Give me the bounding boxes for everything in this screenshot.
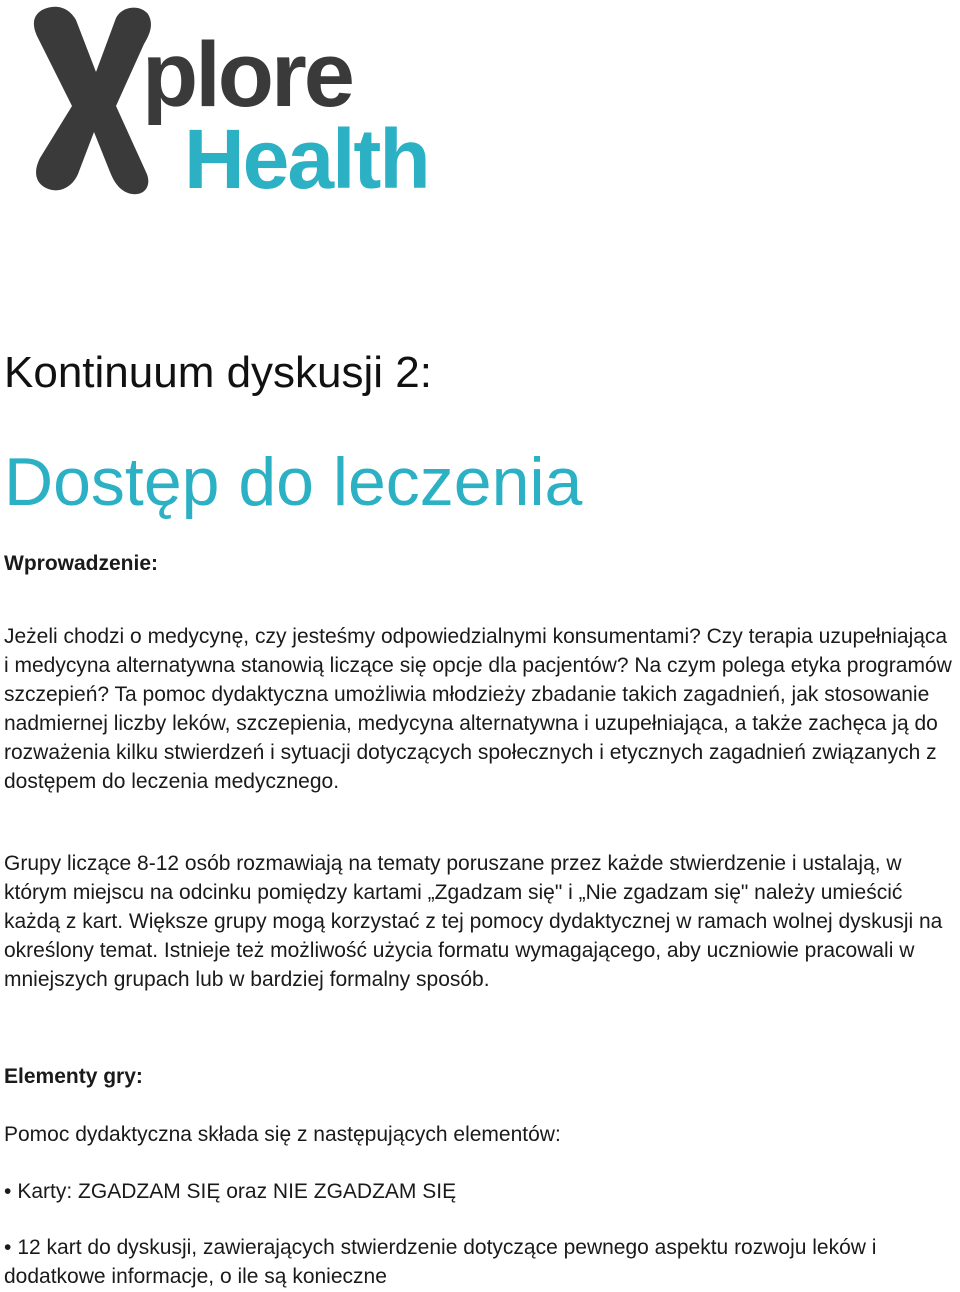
list-item-cards: • Karty: ZGADZAM SIĘ oraz NIE ZGADZAM SIĘ <box>4 1177 956 1206</box>
document-subtitle: Dostęp do leczenia <box>4 444 583 520</box>
document-title: Kontinuum dyskusji 2: <box>4 348 432 397</box>
logo-x-mark <box>34 7 151 194</box>
intro-paragraph-2: Grupy liczące 8-12 osób rozmawiają na tematy poruszane przez każde stwierdzenie i ustalają, w którym miejscu na odcinku pomiędzy kartami „Zgadzam się" i „Nie zgadzam się" należy umieścić każdą z kart. Większe grupy mogą korzystać z tej pomocy dydaktycznej w ramach wolnej dyskusji na określony temat. Istnieje też możliwość użycia formatu wymagającego, aby uczniowie pracowali w mniejszych grupach lub w bardziej formalny sposób. <box>4 852 943 991</box>
list-item-discussion-cards: • 12 kart do dyskusji, zawierających stwierdzenie dotyczące pewnego aspektu rozwoju leków i dodatkowe informacje, o ile są konieczne <box>4 1233 949 1291</box>
intro-paragraph-1: Jeżeli chodzi o medycynę, czy jesteśmy odpowiedzialnymi konsumentami? Czy terapia uzupełniająca i medycyna alternatywna stanowią liczące się opcje dla pacjentów? Na czym polega etyka programów szczepień? Ta pomoc dydaktyczna umożliwia młodzieży zbadanie takich zagadnień, jak stosowanie nadmiernej liczby leków, szczepienia, medycyna alternatywna i uzupełniająca, a także zachęca ją do rozważenia kilku stwierdzeń i sytuacji dotyczących społecznych i etycznych zagadnień związanych z dostępem do leczenia medycznego. <box>4 625 952 793</box>
intro-heading: Wprowadzenie: <box>4 552 159 575</box>
xplore-health-logo <box>24 2 494 198</box>
logo-word-health: Health <box>184 112 429 198</box>
logo-graphic <box>24 2 494 198</box>
logo-word-plore: plore <box>142 24 352 126</box>
elements-heading: Elementy gry: <box>4 1065 143 1088</box>
elements-intro: Pomoc dydaktyczna składa się z następujących elementów: <box>4 1123 561 1146</box>
